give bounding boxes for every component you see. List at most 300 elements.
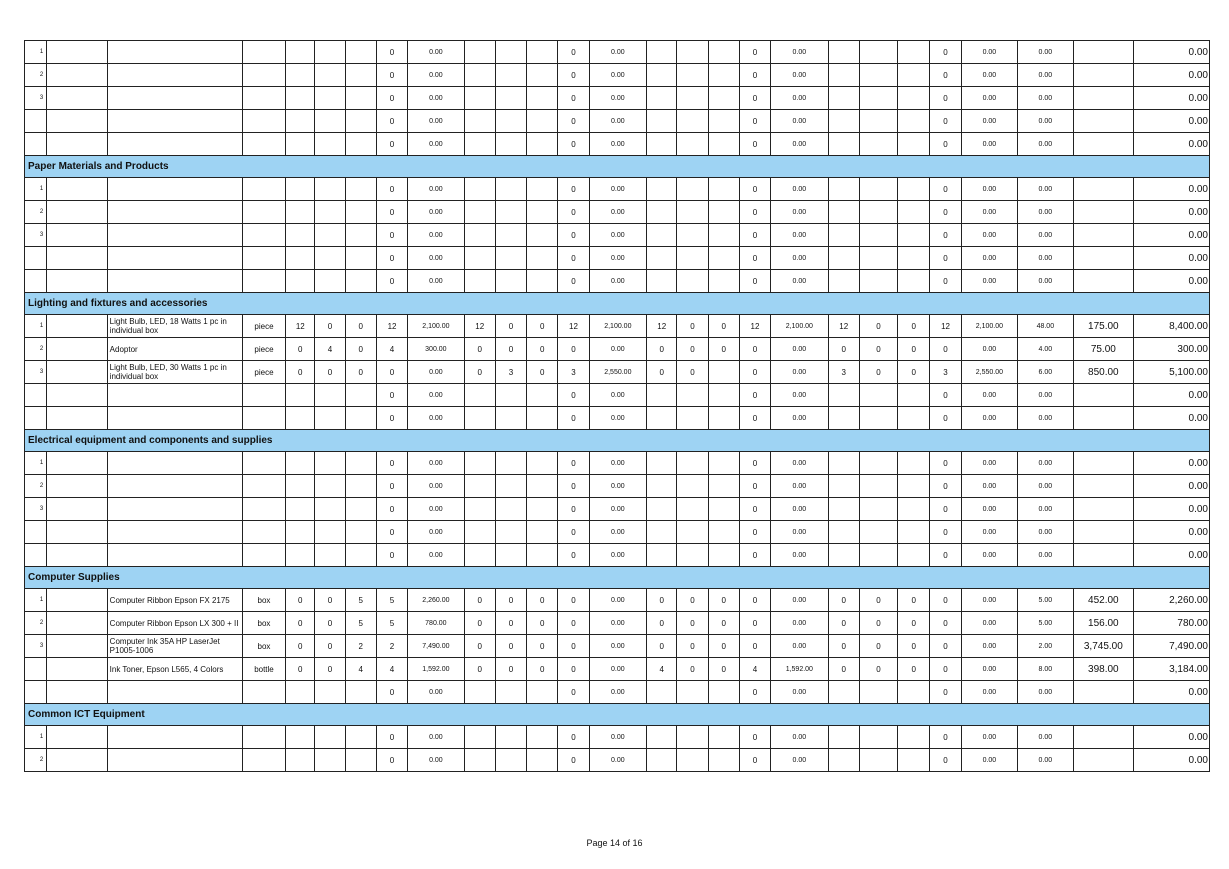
q1-month1-cell xyxy=(286,498,315,521)
q2-qty-cell: 0 xyxy=(558,612,589,635)
q1-amount-cell: 0.00 xyxy=(408,544,464,567)
q2-qty-cell: 0 xyxy=(558,41,589,64)
q2-month3-cell xyxy=(527,749,558,772)
q3-month2-cell xyxy=(677,452,708,475)
q4-month1-cell xyxy=(828,749,859,772)
q3-month1-cell: 0 xyxy=(647,589,677,612)
q2-month2-cell xyxy=(495,384,526,407)
total-quantity-cell: 0.00 xyxy=(1018,247,1073,270)
q3-month1-cell xyxy=(647,749,677,772)
q2-month1-cell xyxy=(464,498,495,521)
q3-month2-cell xyxy=(677,749,708,772)
q1-amount-cell: 0.00 xyxy=(408,407,464,430)
q2-qty-cell: 0 xyxy=(558,749,589,772)
q1-month1-cell xyxy=(286,384,315,407)
item-description-cell: Computer Ribbon Epson FX 2175 xyxy=(107,589,242,612)
q4-amount-cell: 0.00 xyxy=(961,338,1017,361)
q4-qty-cell: 0 xyxy=(930,749,961,772)
table-row xyxy=(25,498,1210,521)
q2-month2-cell: 0 xyxy=(495,658,526,681)
table-row xyxy=(25,384,1210,407)
q3-month1-cell: 0 xyxy=(647,338,677,361)
q1-amount-cell: 0.00 xyxy=(408,201,464,224)
table-row xyxy=(25,749,1210,772)
item-number-cell: 1 xyxy=(25,452,47,475)
q1-qty-cell: 12 xyxy=(376,315,407,338)
q1-amount-cell: 0.00 xyxy=(408,681,464,704)
q3-qty-cell: 0 xyxy=(739,201,770,224)
q3-month1-cell xyxy=(647,475,677,498)
q2-qty-cell: 0 xyxy=(558,110,589,133)
q3-month3-cell xyxy=(708,681,739,704)
q3-month3-cell: 0 xyxy=(708,658,739,681)
item-description-cell xyxy=(107,726,242,749)
table-row xyxy=(25,64,1210,87)
q3-month3-cell xyxy=(708,726,739,749)
q4-month3-cell xyxy=(898,498,930,521)
q1-amount-cell: 0.00 xyxy=(408,384,464,407)
q1-month2-cell: 0 xyxy=(315,658,345,681)
q4-qty-cell: 0 xyxy=(930,726,961,749)
q1-qty-cell: 0 xyxy=(376,178,407,201)
item-number-cell xyxy=(25,133,47,156)
total-quantity-cell: 0.00 xyxy=(1018,87,1073,110)
unit-cell xyxy=(242,681,285,704)
q4-month1-cell: 0 xyxy=(828,658,859,681)
unit-cost-cell xyxy=(1073,544,1134,567)
total-amount-cell: 2,260.00 xyxy=(1134,589,1210,612)
total-amount-cell: 0.00 xyxy=(1134,726,1210,749)
table-row xyxy=(25,338,1210,361)
q2-month1-cell: 0 xyxy=(464,589,495,612)
q2-month3-cell xyxy=(527,133,558,156)
q2-amount-cell: 0.00 xyxy=(589,726,646,749)
total-amount-cell: 0.00 xyxy=(1134,41,1210,64)
q2-month3-cell xyxy=(527,110,558,133)
q4-month1-cell xyxy=(828,407,859,430)
q2-month2-cell xyxy=(495,247,526,270)
q4-qty-cell: 0 xyxy=(930,681,961,704)
q4-qty-cell: 0 xyxy=(930,475,961,498)
q2-month3-cell xyxy=(527,178,558,201)
q3-month2-cell xyxy=(677,681,708,704)
q2-qty-cell: 0 xyxy=(558,681,589,704)
table-row xyxy=(25,612,1210,635)
q1-month2-cell: 4 xyxy=(315,338,345,361)
unit-cost-cell xyxy=(1073,201,1134,224)
q1-month1-cell xyxy=(286,110,315,133)
q4-month3-cell xyxy=(898,452,930,475)
total-quantity-cell: 0.00 xyxy=(1018,64,1073,87)
q1-month2-cell xyxy=(315,407,345,430)
q1-qty-cell: 5 xyxy=(376,589,407,612)
q4-month2-cell xyxy=(859,201,897,224)
q3-amount-cell: 0.00 xyxy=(771,612,828,635)
total-amount-cell: 0.00 xyxy=(1134,452,1210,475)
q3-month1-cell xyxy=(647,544,677,567)
q4-amount-cell: 0.00 xyxy=(961,658,1017,681)
q4-qty-cell: 0 xyxy=(930,384,961,407)
q1-month1-cell xyxy=(286,270,315,293)
q3-month2-cell xyxy=(677,544,708,567)
q2-month2-cell xyxy=(495,41,526,64)
q1-month1-cell xyxy=(286,64,315,87)
q4-month2-cell xyxy=(859,521,897,544)
q4-qty-cell: 0 xyxy=(930,612,961,635)
q3-amount-cell: 2,100.00 xyxy=(771,315,828,338)
q1-month2-cell xyxy=(315,247,345,270)
q1-month2-cell xyxy=(315,544,345,567)
table-row xyxy=(25,452,1210,475)
q2-amount-cell: 0.00 xyxy=(589,498,646,521)
q3-month2-cell xyxy=(677,201,708,224)
item-description-cell xyxy=(107,384,242,407)
q4-month1-cell: 12 xyxy=(828,315,859,338)
q3-month2-cell xyxy=(677,224,708,247)
q3-month1-cell xyxy=(647,224,677,247)
total-quantity-cell: 0.00 xyxy=(1018,224,1073,247)
q3-qty-cell: 12 xyxy=(739,315,770,338)
q1-amount-cell: 0.00 xyxy=(408,749,464,772)
q2-month2-cell xyxy=(495,498,526,521)
unit-cell xyxy=(242,749,285,772)
q4-month1-cell xyxy=(828,178,859,201)
q1-amount-cell: 0.00 xyxy=(408,247,464,270)
total-quantity-cell: 6.00 xyxy=(1018,361,1073,384)
q4-amount-cell: 2,550.00 xyxy=(961,361,1017,384)
q1-qty-cell: 0 xyxy=(376,361,407,384)
total-amount-cell: 0.00 xyxy=(1134,384,1210,407)
q3-month1-cell xyxy=(647,201,677,224)
q3-qty-cell: 0 xyxy=(739,589,770,612)
section-header xyxy=(25,567,1210,589)
q3-qty-cell: 0 xyxy=(739,749,770,772)
q4-amount-cell: 0.00 xyxy=(961,87,1017,110)
q1-month2-cell xyxy=(315,452,345,475)
q1-month1-cell xyxy=(286,475,315,498)
q1-amount-cell: 0.00 xyxy=(408,521,464,544)
section-header xyxy=(25,704,1210,726)
q1-month3-cell xyxy=(345,247,376,270)
q1-month3-cell xyxy=(345,224,376,247)
total-quantity-cell: 0.00 xyxy=(1018,681,1073,704)
total-amount-cell: 0.00 xyxy=(1134,749,1210,772)
q1-month2-cell xyxy=(315,201,345,224)
q4-month2-cell xyxy=(859,749,897,772)
unit-cost-cell: 75.00 xyxy=(1073,338,1134,361)
q1-amount-cell: 0.00 xyxy=(408,224,464,247)
q2-month3-cell xyxy=(527,475,558,498)
q2-month1-cell xyxy=(464,681,495,704)
q1-month3-cell xyxy=(345,110,376,133)
unit-cell xyxy=(242,407,285,430)
unit-cell xyxy=(242,224,285,247)
q4-qty-cell: 0 xyxy=(930,87,961,110)
q3-qty-cell: 0 xyxy=(739,361,770,384)
q2-month2-cell xyxy=(495,521,526,544)
q2-amount-cell: 0.00 xyxy=(589,247,646,270)
q4-amount-cell: 0.00 xyxy=(961,475,1017,498)
q4-month2-cell xyxy=(859,87,897,110)
q3-qty-cell: 0 xyxy=(739,407,770,430)
q2-qty-cell: 0 xyxy=(558,475,589,498)
q1-amount-cell: 0.00 xyxy=(408,475,464,498)
q1-qty-cell: 0 xyxy=(376,64,407,87)
q4-month2-cell xyxy=(859,247,897,270)
q4-month1-cell xyxy=(828,384,859,407)
section-header xyxy=(25,293,1210,315)
q4-month1-cell: 0 xyxy=(828,635,859,658)
q4-amount-cell: 0.00 xyxy=(961,384,1017,407)
q4-amount-cell: 0.00 xyxy=(961,224,1017,247)
q1-qty-cell: 0 xyxy=(376,452,407,475)
q2-qty-cell: 0 xyxy=(558,201,589,224)
q4-qty-cell: 0 xyxy=(930,407,961,430)
total-amount-cell: 7,490.00 xyxy=(1134,635,1210,658)
q3-month3-cell xyxy=(708,544,739,567)
q4-month3-cell: 0 xyxy=(898,658,930,681)
q2-amount-cell: 0.00 xyxy=(589,612,646,635)
q2-month2-cell xyxy=(495,178,526,201)
q4-amount-cell: 0.00 xyxy=(961,110,1017,133)
q1-month3-cell xyxy=(345,87,376,110)
total-quantity-cell: 0.00 xyxy=(1018,475,1073,498)
q4-month3-cell xyxy=(898,110,930,133)
unit-cost-cell xyxy=(1073,87,1134,110)
total-quantity-cell: 0.00 xyxy=(1018,201,1073,224)
q3-month2-cell xyxy=(677,133,708,156)
q2-month2-cell xyxy=(495,133,526,156)
q3-month2-cell xyxy=(677,521,708,544)
q4-month3-cell xyxy=(898,407,930,430)
code-cell xyxy=(47,635,108,658)
item-number-cell: 2 xyxy=(25,612,47,635)
unit-cell xyxy=(242,201,285,224)
q2-month3-cell xyxy=(527,452,558,475)
q1-qty-cell: 0 xyxy=(376,475,407,498)
q2-month1-cell xyxy=(464,270,495,293)
table-row xyxy=(25,658,1210,681)
q4-month1-cell xyxy=(828,64,859,87)
q3-month2-cell xyxy=(677,407,708,430)
section-title: Computer Supplies xyxy=(25,567,1210,589)
q1-month1-cell: 0 xyxy=(286,658,315,681)
q3-qty-cell: 0 xyxy=(739,178,770,201)
q2-month2-cell xyxy=(495,475,526,498)
q4-month2-cell xyxy=(859,270,897,293)
table-row xyxy=(25,41,1210,64)
q3-month2-cell: 0 xyxy=(677,658,708,681)
q2-qty-cell: 0 xyxy=(558,544,589,567)
q4-month2-cell xyxy=(859,64,897,87)
total-quantity-cell: 0.00 xyxy=(1018,749,1073,772)
q2-amount-cell: 0.00 xyxy=(589,224,646,247)
q4-month2-cell: 0 xyxy=(859,658,897,681)
item-description-cell xyxy=(107,498,242,521)
unit-cost-cell xyxy=(1073,521,1134,544)
q2-month1-cell xyxy=(464,407,495,430)
q3-month3-cell xyxy=(708,247,739,270)
total-quantity-cell: 0.00 xyxy=(1018,498,1073,521)
q1-qty-cell: 0 xyxy=(376,110,407,133)
q2-month1-cell: 0 xyxy=(464,635,495,658)
item-description-cell: Computer Ribbon Epson LX 300 + II xyxy=(107,612,242,635)
q1-amount-cell: 2,100.00 xyxy=(408,315,464,338)
q2-month3-cell: 0 xyxy=(527,658,558,681)
q2-month2-cell xyxy=(495,452,526,475)
q1-month2-cell xyxy=(315,498,345,521)
table-row xyxy=(25,544,1210,567)
q3-amount-cell: 0.00 xyxy=(771,270,828,293)
q2-amount-cell: 2,550.00 xyxy=(589,361,646,384)
q2-month2-cell xyxy=(495,681,526,704)
q1-qty-cell: 0 xyxy=(376,521,407,544)
q2-amount-cell: 0.00 xyxy=(589,452,646,475)
q2-amount-cell: 0.00 xyxy=(589,749,646,772)
code-cell xyxy=(47,658,108,681)
item-number-cell: 1 xyxy=(25,178,47,201)
procurement-plan-sheet xyxy=(24,40,1210,772)
total-amount-cell: 0.00 xyxy=(1134,110,1210,133)
q3-month3-cell xyxy=(708,64,739,87)
q4-month3-cell: 0 xyxy=(898,315,930,338)
q3-month3-cell xyxy=(708,361,739,384)
unit-cost-cell xyxy=(1073,247,1134,270)
q4-month2-cell: 0 xyxy=(859,635,897,658)
q4-amount-cell: 0.00 xyxy=(961,178,1017,201)
total-amount-cell: 0.00 xyxy=(1134,270,1210,293)
table-row xyxy=(25,247,1210,270)
total-amount-cell: 0.00 xyxy=(1134,475,1210,498)
q4-month3-cell xyxy=(898,521,930,544)
q3-qty-cell: 0 xyxy=(739,635,770,658)
q3-month3-cell xyxy=(708,87,739,110)
q4-amount-cell: 2,100.00 xyxy=(961,315,1017,338)
q1-month2-cell xyxy=(315,41,345,64)
q2-qty-cell: 0 xyxy=(558,178,589,201)
total-amount-cell: 0.00 xyxy=(1134,224,1210,247)
q1-month1-cell: 12 xyxy=(286,315,315,338)
q4-month2-cell: 0 xyxy=(859,589,897,612)
q3-month1-cell xyxy=(647,521,677,544)
item-description-cell xyxy=(107,407,242,430)
q3-qty-cell: 0 xyxy=(739,133,770,156)
unit-cell xyxy=(242,270,285,293)
q4-month3-cell xyxy=(898,64,930,87)
q3-month1-cell: 0 xyxy=(647,612,677,635)
q3-qty-cell: 0 xyxy=(739,110,770,133)
q1-amount-cell: 0.00 xyxy=(408,110,464,133)
q2-month2-cell xyxy=(495,544,526,567)
q1-month2-cell xyxy=(315,64,345,87)
q3-month3-cell xyxy=(708,452,739,475)
q1-month3-cell xyxy=(345,544,376,567)
total-quantity-cell: 0.00 xyxy=(1018,521,1073,544)
q4-month1-cell xyxy=(828,726,859,749)
item-number-cell xyxy=(25,270,47,293)
q2-month1-cell xyxy=(464,247,495,270)
q3-qty-cell: 0 xyxy=(739,224,770,247)
code-cell xyxy=(47,452,108,475)
q3-month1-cell: 0 xyxy=(647,635,677,658)
q1-month3-cell xyxy=(345,475,376,498)
total-amount-cell: 0.00 xyxy=(1134,247,1210,270)
item-description-cell: Adoptor xyxy=(107,338,242,361)
total-amount-cell: 0.00 xyxy=(1134,498,1210,521)
item-description-cell xyxy=(107,247,242,270)
q4-qty-cell: 0 xyxy=(930,270,961,293)
q3-month3-cell: 0 xyxy=(708,315,739,338)
q4-amount-cell: 0.00 xyxy=(961,64,1017,87)
q2-month1-cell: 12 xyxy=(464,315,495,338)
q3-amount-cell: 0.00 xyxy=(771,41,828,64)
q4-qty-cell: 0 xyxy=(930,178,961,201)
code-cell xyxy=(47,110,108,133)
q4-month3-cell: 0 xyxy=(898,361,930,384)
q1-month1-cell xyxy=(286,41,315,64)
q1-month2-cell xyxy=(315,87,345,110)
code-cell xyxy=(47,270,108,293)
q3-amount-cell: 0.00 xyxy=(771,475,828,498)
q2-month3-cell xyxy=(527,87,558,110)
q4-month3-cell xyxy=(898,681,930,704)
item-description-cell: Light Bulb, LED, 30 Watts 1 pc in individual box xyxy=(107,361,242,384)
q3-qty-cell: 0 xyxy=(739,498,770,521)
item-number-cell: 3 xyxy=(25,498,47,521)
q2-amount-cell: 0.00 xyxy=(589,658,646,681)
q1-amount-cell: 300.00 xyxy=(408,338,464,361)
item-number-cell: 2 xyxy=(25,749,47,772)
q1-month3-cell xyxy=(345,681,376,704)
q1-month2-cell xyxy=(315,224,345,247)
q2-month2-cell xyxy=(495,726,526,749)
q3-amount-cell: 0.00 xyxy=(771,133,828,156)
q3-amount-cell: 0.00 xyxy=(771,361,828,384)
q4-month2-cell xyxy=(859,178,897,201)
unit-cost-cell xyxy=(1073,749,1134,772)
q4-amount-cell: 0.00 xyxy=(961,41,1017,64)
q3-month2-cell xyxy=(677,247,708,270)
total-quantity-cell: 0.00 xyxy=(1018,726,1073,749)
item-description-cell xyxy=(107,41,242,64)
q2-month1-cell xyxy=(464,475,495,498)
q1-month2-cell xyxy=(315,475,345,498)
total-amount-cell: 0.00 xyxy=(1134,407,1210,430)
q3-month3-cell xyxy=(708,475,739,498)
q3-month2-cell xyxy=(677,475,708,498)
q4-month3-cell xyxy=(898,726,930,749)
total-quantity-cell: 0.00 xyxy=(1018,110,1073,133)
q4-amount-cell: 0.00 xyxy=(961,270,1017,293)
q1-month2-cell xyxy=(315,726,345,749)
table-row xyxy=(25,521,1210,544)
q3-month1-cell xyxy=(647,110,677,133)
q1-month3-cell: 5 xyxy=(345,589,376,612)
q1-qty-cell: 0 xyxy=(376,41,407,64)
q1-month2-cell xyxy=(315,521,345,544)
q4-month3-cell xyxy=(898,247,930,270)
unit-cost-cell xyxy=(1073,110,1134,133)
q2-amount-cell: 0.00 xyxy=(589,64,646,87)
unit-cost-cell xyxy=(1073,475,1134,498)
q1-qty-cell: 0 xyxy=(376,270,407,293)
total-amount-cell: 0.00 xyxy=(1134,521,1210,544)
q1-amount-cell: 7,490.00 xyxy=(408,635,464,658)
q3-amount-cell: 0.00 xyxy=(771,384,828,407)
q1-month3-cell xyxy=(345,133,376,156)
q4-qty-cell: 0 xyxy=(930,521,961,544)
unit-cell: piece xyxy=(242,338,285,361)
